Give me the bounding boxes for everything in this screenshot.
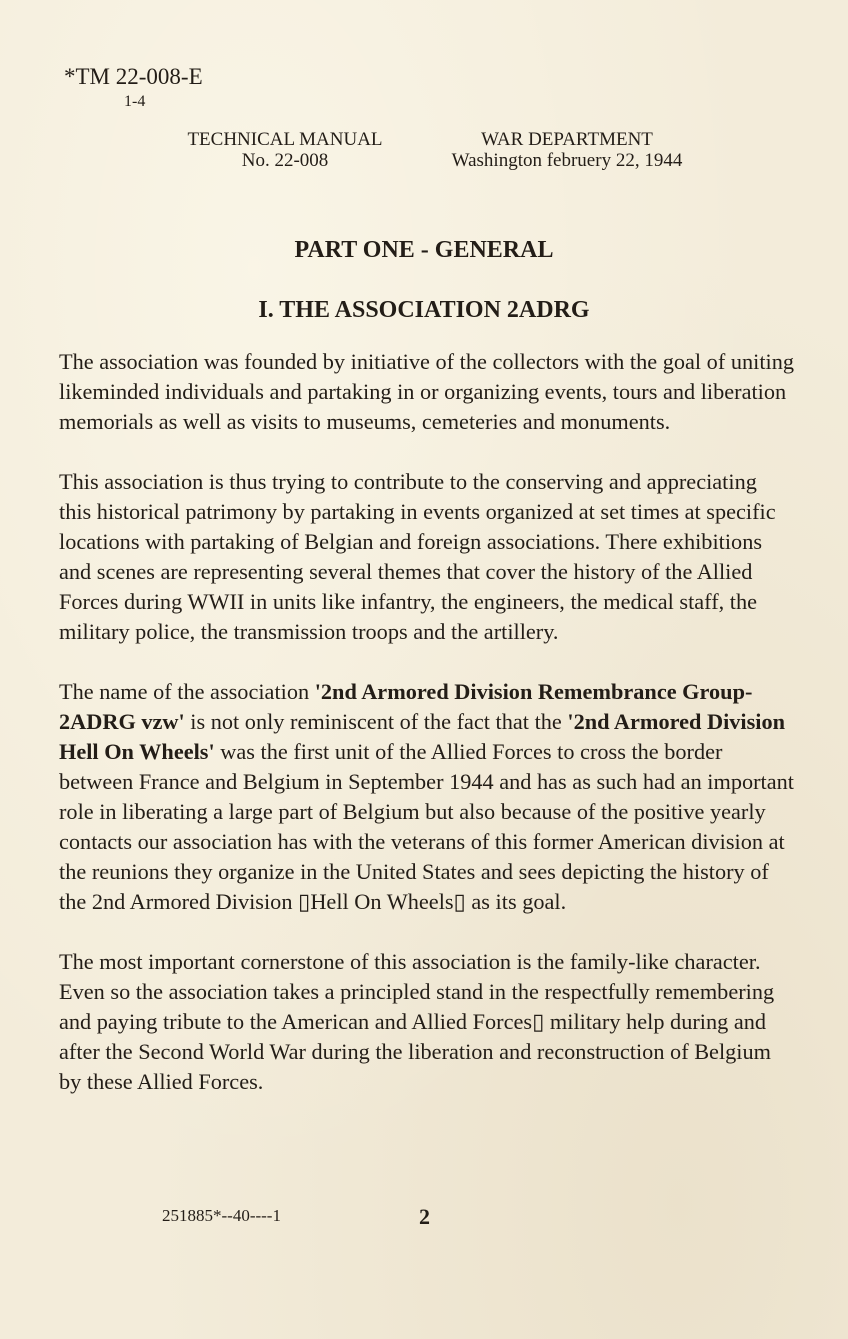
war-department-title: WAR DEPARTMENT [481,129,653,150]
footer-code: 251885*--40----1 [162,1206,281,1225]
paragraph-3-text-1: The name of the association [59,679,315,704]
tm-sub-code: 1-4 [124,93,146,110]
paragraph-3-text-3: was the first unit of the Allied Forces to cross the border between France and Belgium in September 1944 and has as such had an important role in liberating a large part of Belgium but also because of the positive yearly contacts our association has with the veterans of this former American division at the reunions they organize in the United States and sees depicting the history of the 2nd Armored Division ▯Hell On Wheels▯ as its goal. [59,739,794,914]
war-department-header [436,129,698,171]
body-text [59,347,794,1127]
tm-code: *TM 22-008-E [64,64,203,89]
section-title: I. THE ASSOCIATION 2ADRG [258,297,590,323]
technical-manual-title: TECHNICAL MANUAL [187,129,383,150]
paragraph-3-text-2: is not only reminiscent of the fact that the [184,709,568,734]
paragraph-3-bold-2: '2nd Armored Division Hell On Wheels' [59,709,786,764]
paragraph-1: The association was founded by initiative of the collectors with the goal of uniting likeminded individuals and partaking in or organizing events, tours and liberation memorials as well as visits to museums, cemeteries and monuments. [59,349,795,434]
paragraph-4: The most important cornerstone of this association is the family-like character. Even so the association takes a principled stand in the respectfully remembering and paying tribute to the American and Allied Forces▯ military help during and after the Second World War during the liberation and reconstruction of Belgium by these Allied Forces. [59,949,775,1094]
war-department-date: Washington februery 22, 1944 [451,150,683,171]
paragraph-2: This association is thus trying to contribute to the conserving and appreciating this historical patrimony by partaking in events organized at set times at specific locations with partaking of Belgian and foreign associations. There exhibitions and scenes are representing several themes that cover the history of the Allied Forces during WWII in units like infantry, the engineers, the medical staff, the military police, the transmission troops and the artillery. [59,469,776,644]
part-title: PART ONE - GENERAL [294,237,554,263]
paragraph-3 [59,677,794,917]
page-number: 2 [419,1204,430,1229]
paragraph-3-bold-1: '2nd Armored Division Remembrance Group-2ADRG vzw' [59,679,753,734]
technical-manual-number: No. 22-008 [241,150,329,171]
technical-manual-header [172,129,398,171]
